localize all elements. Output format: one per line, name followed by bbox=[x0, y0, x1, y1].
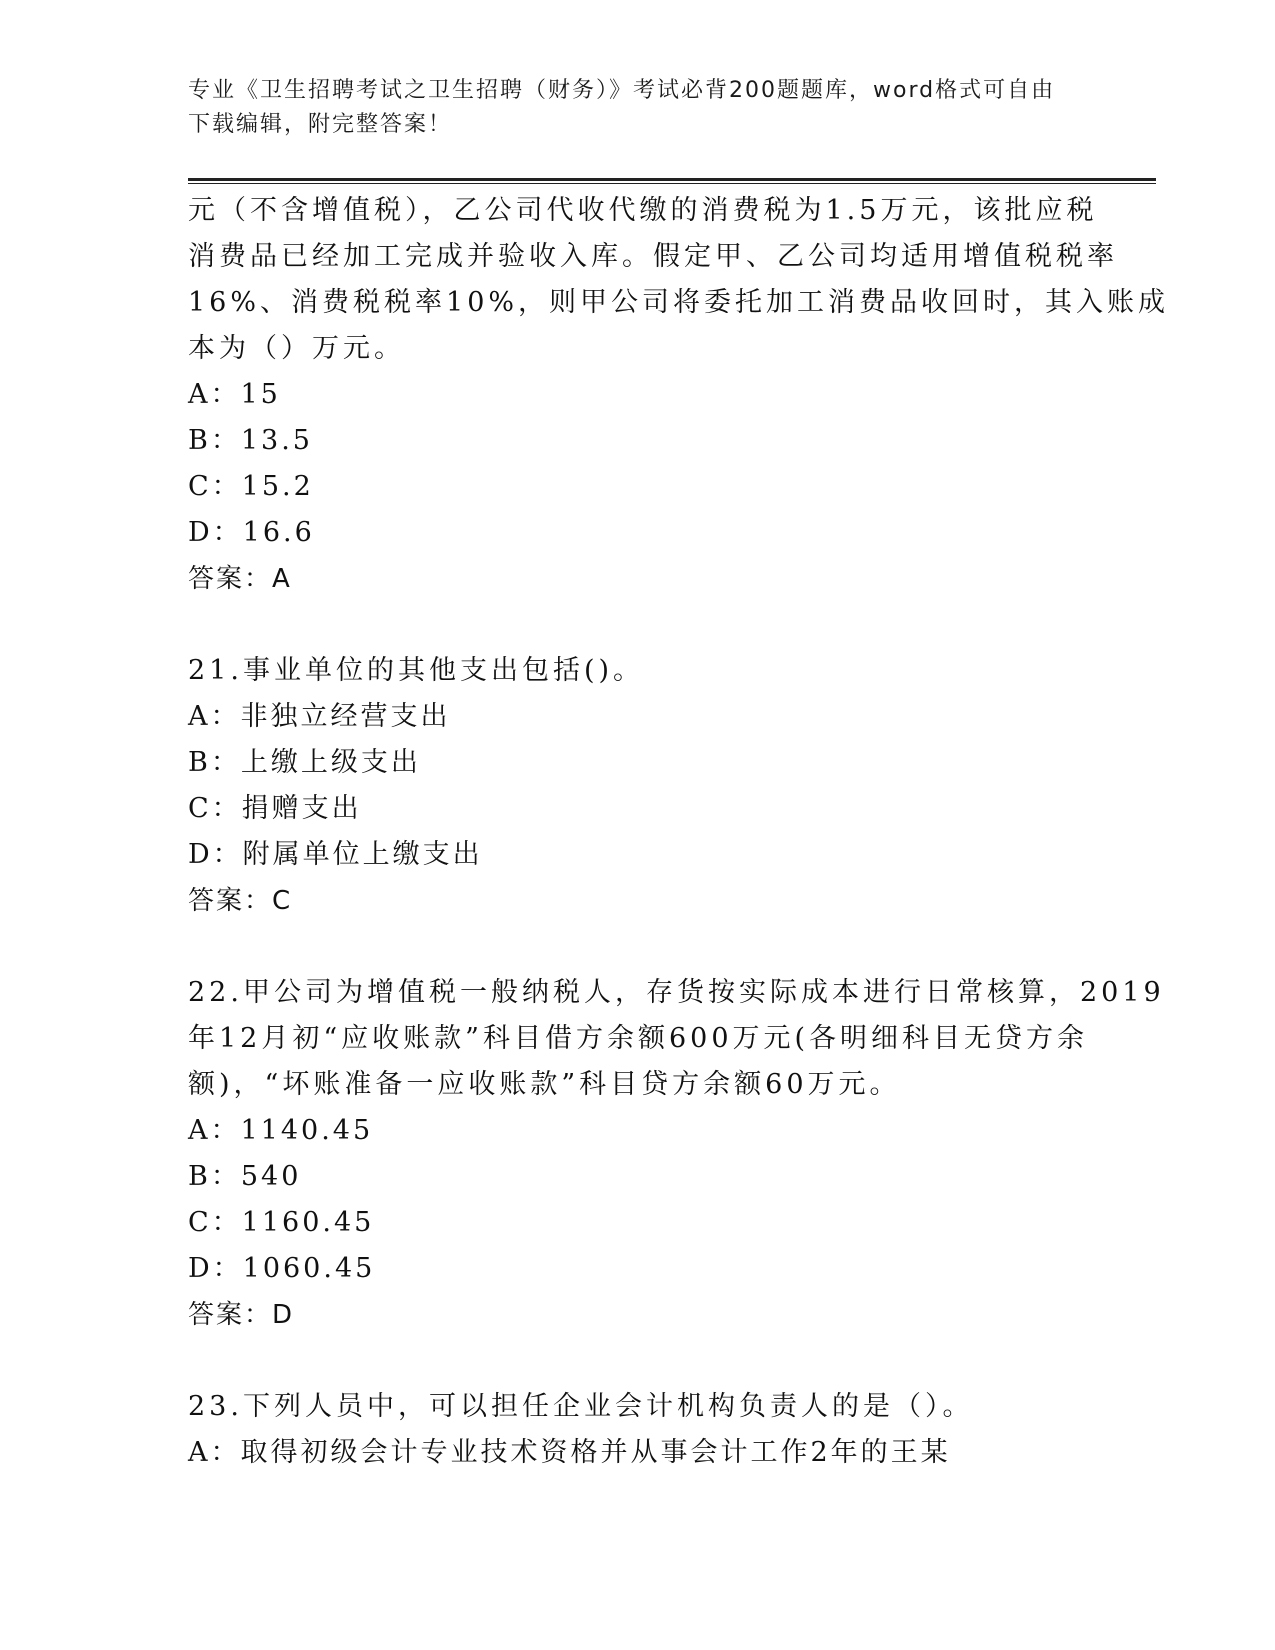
question-text-line: 23.下列人员中，可以担任企业会计机构负责人的是（）。 bbox=[188, 1391, 974, 1422]
question-21 bbox=[188, 648, 1088, 924]
option-a: A：非独立经营支出 bbox=[188, 701, 451, 732]
option-d: D：16.6 bbox=[188, 517, 315, 548]
question-text-line: 21.事业单位的其他支出包括()。 bbox=[188, 655, 645, 686]
question-continued bbox=[188, 188, 1170, 602]
question-text-line: 本为（）万元。 bbox=[188, 333, 405, 364]
answer-line: 答案：C bbox=[188, 886, 293, 916]
question-text-line: 16%、消费税税率10%，则甲公司将委托加工消费品收回时，其入账成 bbox=[188, 287, 1170, 318]
question-text-line: 22.甲公司为增值税一般纳税人，存货按实际成本进行日常核算，2019 bbox=[188, 977, 1165, 1008]
answer-line: 答案：D bbox=[188, 1300, 295, 1330]
option-a: A：1140.45 bbox=[188, 1115, 374, 1146]
spacer bbox=[188, 924, 1088, 970]
spacer bbox=[188, 1338, 1088, 1384]
document-header: 专业《卫生招聘考试之卫生招聘（财务）》考试必背200题题库，word格式可自由下载编辑，附完整答案！ bbox=[188, 78, 1056, 137]
question-22 bbox=[188, 970, 1165, 1338]
document-body bbox=[188, 188, 1170, 1476]
option-d: D：附属单位上缴支出 bbox=[188, 839, 483, 870]
question-23 bbox=[188, 1384, 1088, 1476]
question-text-line: 年12月初“应收账款”科目借方余额600万元(各明细科目无贷方余 bbox=[188, 1023, 1089, 1054]
option-b: B：540 bbox=[188, 1161, 302, 1192]
option-a: A：15 bbox=[188, 379, 281, 410]
header-divider-thin bbox=[188, 183, 1156, 184]
option-b: B：上缴上级支出 bbox=[188, 747, 421, 778]
option-c: C：15.2 bbox=[188, 471, 314, 502]
answer-line: 答案：A bbox=[188, 564, 292, 594]
option-d: D：1060.45 bbox=[188, 1253, 376, 1284]
question-text-line: 额)，“坏账准备一应收账款”科目贷方余额60万元。 bbox=[188, 1069, 901, 1100]
spacer bbox=[188, 602, 1088, 648]
question-text-line: 消费品已经加工完成并验收入库。假定甲、乙公司均适用增值税税率 bbox=[188, 241, 1118, 272]
option-b: B：13.5 bbox=[188, 425, 313, 456]
option-c: C：捐赠支出 bbox=[188, 793, 362, 824]
option-a: A：取得初级会计专业技术资格并从事会计工作2年的王某 bbox=[188, 1437, 951, 1468]
option-c: C：1160.45 bbox=[188, 1207, 375, 1238]
header-divider-thick bbox=[188, 178, 1156, 181]
question-text-line: 元（不含增值税），乙公司代收代缴的消费税为1.5万元，该批应税 bbox=[188, 195, 1098, 226]
